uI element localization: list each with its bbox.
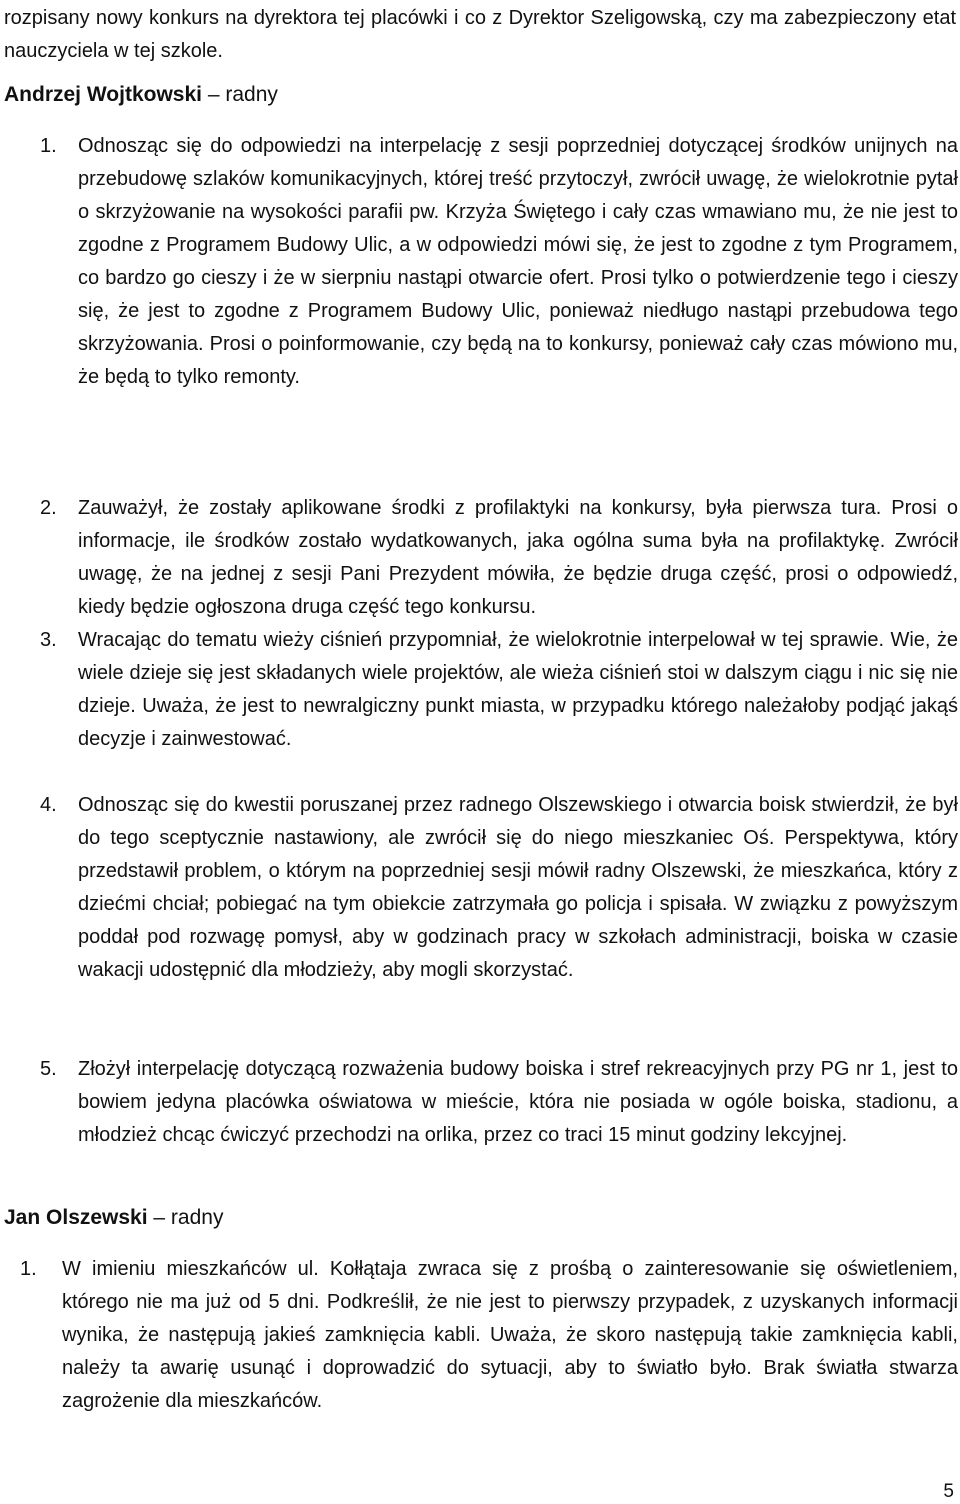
item-text: Odnosząc się do kwestii poruszanej przez radnego Olszewskiego i otwarcia boisk stwierdził, że był do tego sceptycznie nastawiony, ale zwrócił się do niego mieszkaniec Oś. Perspektywa, który przedstawił problem, o którym na poprzedniej sesji mówił radny Olszewski, że mieszkańca, który z dziećmi chciał; pobiegać na tym obiekcie zatrzymała go policja i spisała. W związku z powyższym poddał pod rozwagę pomysł, aby w godzinach pracy w szkołach administracji, boiska w czasie wakacji udostępnić dla młodzieży, aby mogli skorzystać. — [78, 794, 958, 981]
item-text: W imieniu mieszkańców ul. Kołłątaja zwraca się z prośbą o zainteresowanie się oświetleniem, którego nie ma już od 5 dni. Podkreślił, że nie jest to pierwszy przypadek, z uzyskanych informacji wynika, że następują jakieś zamknięcia kabli. Uważa, że skoro następują takie zamknięcia kabli, należy ta awarię usunąć i doprowadzić do sytuacji, aby to światło było. Brak światła stwarza zagrożenie dla mieszkańców. — [62, 1258, 958, 1412]
item-text: Wracając do tematu wieży ciśnień przypomniał, że wielokrotnie interpelował w tej sprawie. Wie, że wiele dzieje się jest składanych wiele projektów, ale wieża ciśnień stoi w dalszym ciągu i nic się nie dzieje. Uważa, że jest to newralgiczny punkt miasta, w przypadku którego należałoby podjąć jakąś decyzje i zainwestować. — [78, 629, 958, 750]
page-number: 5 — [943, 1481, 954, 1502]
item-number: 2. — [40, 497, 57, 519]
speaker-name: Jan Olszewski — [4, 1206, 148, 1229]
item-number: 5. — [40, 1058, 57, 1080]
intro-paragraph: rozpisany nowy konkurs na dyrektora tej placówki i co z Dyrektor Szeligowską, czy ma zabezpieczony etat nauczyciela w tej szkole. — [4, 7, 956, 62]
speaker-name: Andrzej Wojtkowski — [4, 83, 202, 106]
item-number: 1. — [40, 135, 57, 157]
speaker-heading — [4, 1203, 223, 1233]
item-text: Złożył interpelację dotyczącą rozważenia budowy boiska i stref rekreacyjnych przy PG nr 1, jest to bowiem jedyna placówka oświatowa w mieście, która nie posiada w ogóle boiska, stadionu, a młodzież chcąc ćwiczyć przechodzi na orlika, przez co traci 15 minut godziny lekcyjnej. — [78, 1058, 958, 1146]
speaker-role: – radny — [153, 1206, 224, 1229]
item-text: Odnosząc się do odpowiedzi na interpelację z sesji poprzedniej dotyczącej środków unijnych na przebudowę szlaków komunikacyjnych, której treść przytoczył, zwrócił uwagę, że wielokrotnie pytał o skrzyżowanie na wysokości parafii pw. Krzyża Świętego i cały czas wmawiano mu, że nie jest to zgodne z Programem Budowy Ulic, a w odpowiedzi mówi się, że jest to zgodne z tym Programem, co bardzo go cieszy i że w sierpniu nastąpi otwarcie ofert. Prosi tylko o potwierdzenie tego i cieszy się, że jest to zgodne z Programem Budowy Ulic, ponieważ niedługo nastąpi przebudowa tego skrzyżowania. Prosi o poinformowanie, czy będą na to konkursy, ponieważ cały czas mówiono mu, że będą to tylko remonty. — [78, 135, 958, 388]
item-number: 4. — [40, 794, 57, 816]
speaker-role: – radny — [207, 83, 278, 106]
speaker-heading — [4, 80, 278, 110]
item-number: 1. — [20, 1258, 37, 1280]
item-text: Zauważył, że zostały aplikowane środki z profilaktyki na konkursy, była pierwsza tura. Prosi o informacje, ile środków zostało wydatkowanych, jaka ogólna suma była na profilaktykę. Zwrócił uwagę, że na jednej z sesji Pani Prezydent mówiła, że będzie druga część, prosi o odpowiedź, kiedy będzie ogłoszona druga część tego konkursu. — [78, 497, 958, 618]
item-number: 3. — [40, 629, 57, 651]
